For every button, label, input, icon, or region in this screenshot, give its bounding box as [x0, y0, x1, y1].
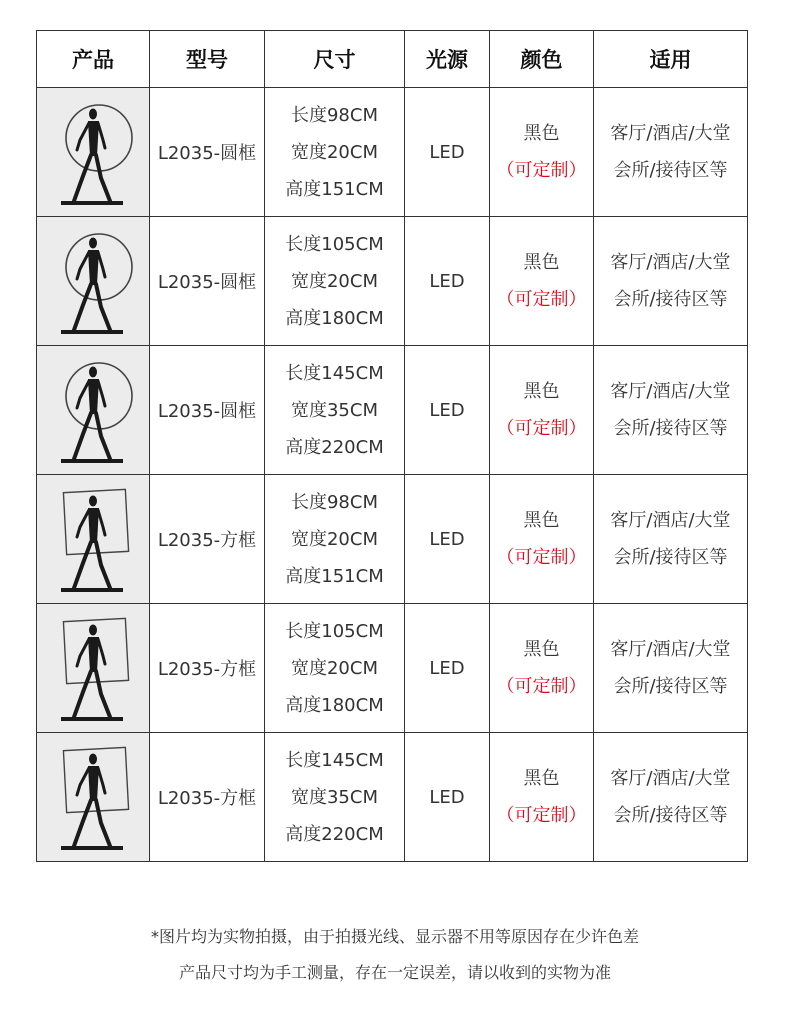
color-cell: [490, 604, 594, 733]
product-image-cell: [37, 346, 150, 475]
model-cell: L2035-圆框: [150, 346, 265, 475]
size-height: 高度151CM: [285, 565, 384, 587]
ring-frame-figure-icon: [47, 352, 139, 468]
ring-frame-figure-icon: [47, 223, 139, 339]
usage-cell: [594, 346, 748, 475]
usage-line-1: 客厅/酒店/大堂: [610, 768, 731, 789]
size-width: 宽度20CM: [290, 528, 378, 550]
color-value: 黑色: [523, 768, 560, 789]
square-frame-figure-icon: [47, 610, 139, 726]
model-cell: L2035-方框: [150, 475, 265, 604]
size-height: 高度180CM: [285, 307, 384, 329]
light-cell: LED: [405, 217, 490, 346]
usage-line-1: 客厅/酒店/大堂: [610, 381, 731, 402]
usage-line-1: 客厅/酒店/大堂: [610, 510, 731, 531]
product-image-cell: [37, 475, 150, 604]
size-length: 长度105CM: [285, 620, 384, 642]
usage-cell: [594, 88, 748, 217]
light-cell: LED: [405, 346, 490, 475]
color-custom-note: （可定制）: [496, 160, 587, 181]
product-image-cell: [37, 88, 150, 217]
size-height: 高度220CM: [285, 823, 384, 845]
color-cell: [490, 217, 594, 346]
usage-cell: [594, 217, 748, 346]
usage-line-2: 会所/接待区等: [613, 805, 728, 826]
model-cell: L2035-圆框: [150, 88, 265, 217]
light-cell: LED: [405, 475, 490, 604]
size-cell: [265, 346, 405, 475]
usage-cell: [594, 733, 748, 862]
size-cell: [265, 604, 405, 733]
size-height: 高度220CM: [285, 436, 384, 458]
light-cell: LED: [405, 604, 490, 733]
size-length: 长度145CM: [285, 362, 384, 384]
usage-line-1: 客厅/酒店/大堂: [610, 639, 731, 660]
table-row: [37, 475, 748, 604]
color-value: 黑色: [523, 123, 560, 144]
color-custom-note: （可定制）: [496, 805, 587, 826]
size-width: 宽度35CM: [290, 786, 378, 808]
spec-table: [36, 30, 748, 862]
header-color: 颜色: [490, 31, 594, 88]
usage-cell: [594, 475, 748, 604]
color-value: 黑色: [523, 639, 560, 660]
table-row: [37, 604, 748, 733]
color-custom-note: （可定制）: [496, 547, 587, 568]
usage-line-2: 会所/接待区等: [613, 418, 728, 439]
size-width: 宽度20CM: [290, 657, 378, 679]
size-height: 高度180CM: [285, 694, 384, 716]
usage-line-2: 会所/接待区等: [613, 547, 728, 568]
light-cell: LED: [405, 88, 490, 217]
header-usage: 适用: [594, 31, 748, 88]
size-length: 长度98CM: [290, 491, 378, 513]
size-cell: [265, 217, 405, 346]
table-row: [37, 217, 748, 346]
table-row: [37, 733, 748, 862]
product-image-cell: [37, 604, 150, 733]
header-product: 产品: [37, 31, 150, 88]
size-length: 长度145CM: [285, 749, 384, 771]
model-cell: L2035-方框: [150, 604, 265, 733]
usage-line-2: 会所/接待区等: [613, 676, 728, 697]
model-cell: L2035-方框: [150, 733, 265, 862]
color-value: 黑色: [523, 252, 560, 273]
usage-line-1: 客厅/酒店/大堂: [610, 123, 731, 144]
table-row: [37, 346, 748, 475]
usage-line-1: 客厅/酒店/大堂: [610, 252, 731, 273]
footnote-2: 产品尺寸均为手工测量，存在一定误差，请以收到的实物为准: [178, 963, 611, 982]
color-cell: [490, 346, 594, 475]
table-row: [37, 88, 748, 217]
product-image-cell: [37, 217, 150, 346]
color-cell: [490, 733, 594, 862]
size-width: 宽度35CM: [290, 399, 378, 421]
size-length: 长度105CM: [285, 233, 384, 255]
usage-cell: [594, 604, 748, 733]
header-row: [37, 31, 748, 88]
product-image-cell: [37, 733, 150, 862]
size-cell: [265, 88, 405, 217]
header-light: 光源: [405, 31, 490, 88]
color-custom-note: （可定制）: [496, 676, 587, 697]
ring-frame-figure-icon: [47, 94, 139, 210]
header-model: 型号: [150, 31, 265, 88]
color-custom-note: （可定制）: [496, 418, 587, 439]
model-cell: L2035-圆框: [150, 217, 265, 346]
light-cell: LED: [405, 733, 490, 862]
square-frame-figure-icon: [47, 739, 139, 855]
color-cell: [490, 475, 594, 604]
usage-line-2: 会所/接待区等: [613, 160, 728, 181]
color-custom-note: （可定制）: [496, 289, 587, 310]
size-width: 宽度20CM: [290, 141, 378, 163]
square-frame-figure-icon: [47, 481, 139, 597]
color-value: 黑色: [523, 510, 560, 531]
size-cell: [265, 733, 405, 862]
size-width: 宽度20CM: [290, 270, 378, 292]
usage-line-2: 会所/接待区等: [613, 289, 728, 310]
size-height: 高度151CM: [285, 178, 384, 200]
color-cell: [490, 88, 594, 217]
color-value: 黑色: [523, 381, 560, 402]
size-length: 长度98CM: [290, 104, 378, 126]
size-cell: [265, 475, 405, 604]
footnote-1: *图片均为实物拍摄，由于拍摄光线、显示器不用等原因存在少许色差: [150, 927, 639, 946]
header-size: 尺寸: [265, 31, 405, 88]
